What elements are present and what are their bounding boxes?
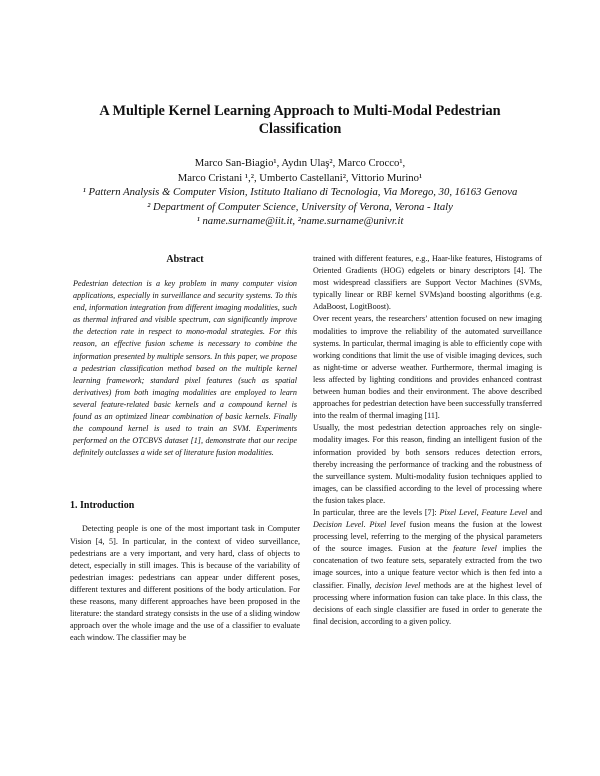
authors-line-2: Marco Cristani ¹,², Umberto Castellani², Vittorio Murino¹ bbox=[177, 171, 423, 184]
decision-level-description: methods are at the highest level of processing where information fusion can take place. In this class, the decisions of each single classifier are fused in order to generate the final decision, according to a given policy. bbox=[313, 580, 542, 626]
separator-text: , bbox=[476, 507, 482, 517]
feature-level-term: Feature Level bbox=[481, 507, 528, 517]
introduction-paragraph: Detecting people is one of the most important task in Computer Vision [4, 5]. In particular, in the context of video surveillance, pedestrians are a very important, and very hard, class of objects to detect, especially in still images. This is because of the variability of pedestrian images: pedestrians can appear under different poses, different textures and different positions of the body articulation. For these reasons, many different approaches have been proposed in the literature: the standard strategy consists in the use of a sliding window approach over the whole image and the use of a classifier to evaluate each window. The classifier may be bbox=[70, 524, 300, 643]
right-paragraph-1: trained with different features, e.g., Haar-like features, Histograms of Oriented Gradients (HOG) edgelets or binary descriptors [4]. The most widespread classifiers are Support Vector Machines (SVMs, typically linear or RBF kernel SVMs)and boosting algorithms (e.g. AdaBoost, LogitBoost). bbox=[313, 254, 542, 312]
paper-title: A Multiple Kernel Learning Approach to Multi-Modal Pedestrian Classification bbox=[99, 103, 501, 137]
separator-text: . bbox=[363, 520, 370, 530]
separator-text: and bbox=[527, 507, 543, 517]
fusion-levels-text: In particular, three are the levels [7]: bbox=[313, 507, 440, 517]
pixel-level-term: Pixel level bbox=[369, 520, 406, 530]
right-paragraph-3: Usually, the most pedestrian detection approaches rely on single-modality images. For this reason, finding an intelligent fusion of the information provided by both sensors reduces detection errors, thereby increasing the performance of tracking and the robustness of the surveillance system. Multi-modality fusion techniques applied to images, can be classified according to the level of processing where the fusion takes place. bbox=[313, 423, 542, 505]
right-column bbox=[313, 253, 542, 628]
author-emails: ¹ name.surname@iit.it, ²name.surname@univr.it bbox=[196, 215, 404, 227]
right-paragraph-4 bbox=[313, 507, 542, 628]
pixel-level-description: fusion means the fusion at the lowest processing level, referring to the merging of the physical parameters of the source images. Fusion at the bbox=[313, 520, 543, 554]
abstract-text: Pedestrian detection is a key problem in many computer vision applications, especially in surveillance and security systems. To this end, information integration from different imaging modalities, such as thermal infrared and visible spectrum, can significantly improve the detection rate in respect to mono-modal strategies. For this reason, an effective fusion scheme is necessary to combine the information presented by multiple sensors. In this paper, we propose a pedestrian classification method based on the multiple kernel learning framework; standard pixel features (such as spatial derivatives) from both imaging modalities are employed to learn several feature-related basic kernels and a compound kernel is found as an optimized linear combination of basic kernels. Finally the compound kernel is used to train an SVM. Experiments performed on the OTCBVS dataset [1], demonstrate that our recipe definitely outclasses a wide set of literature fusion modalities. bbox=[73, 279, 297, 458]
author-block bbox=[40, 156, 560, 229]
authors-line-1: Marco San-Biagio¹, Aydın Ulaş², Marco Crocco¹, bbox=[194, 157, 406, 169]
introduction-heading: 1. Introduction bbox=[70, 500, 135, 512]
feature-level-term: feature level bbox=[453, 544, 497, 554]
decision-level-term: Decision Level bbox=[313, 520, 364, 530]
affiliation-1: ¹ Pattern Analysis & Computer Vision, Istituto Italiano di Tecnologia, Via Morego, 30, 16163 Genova bbox=[82, 186, 518, 198]
abstract-heading: Abstract bbox=[166, 254, 204, 265]
feature-level-description: implies the concatenation of two feature sets, separately extracted from the two image sources, into a unique feature vector which is then fed into a classifier. Finally, bbox=[313, 544, 542, 590]
decision-level-term: decision level bbox=[374, 580, 421, 590]
left-column bbox=[70, 253, 300, 644]
right-paragraph-2: Over recent years, the researchers’ attention focused on new imaging modalities to improve the reliability of the automated surveillance systems. In particular, thermal imaging is able to efficiently cope with working conditions that limit the use of visible imaging devices, such as night-time or adverse weather. Furthermore, thermal imaging is less affected by lighting conditions and provides enhanced contrast between human bodies and their environment. The above described approaches for pedestrian detection have been successfully transferred into the realm of thermal imaging [11]. bbox=[313, 314, 542, 421]
pixel-level-term: Pixel Level bbox=[439, 507, 477, 517]
affiliation-2: ² Department of Computer Science, University of Verona, Verona - Italy bbox=[147, 200, 453, 213]
